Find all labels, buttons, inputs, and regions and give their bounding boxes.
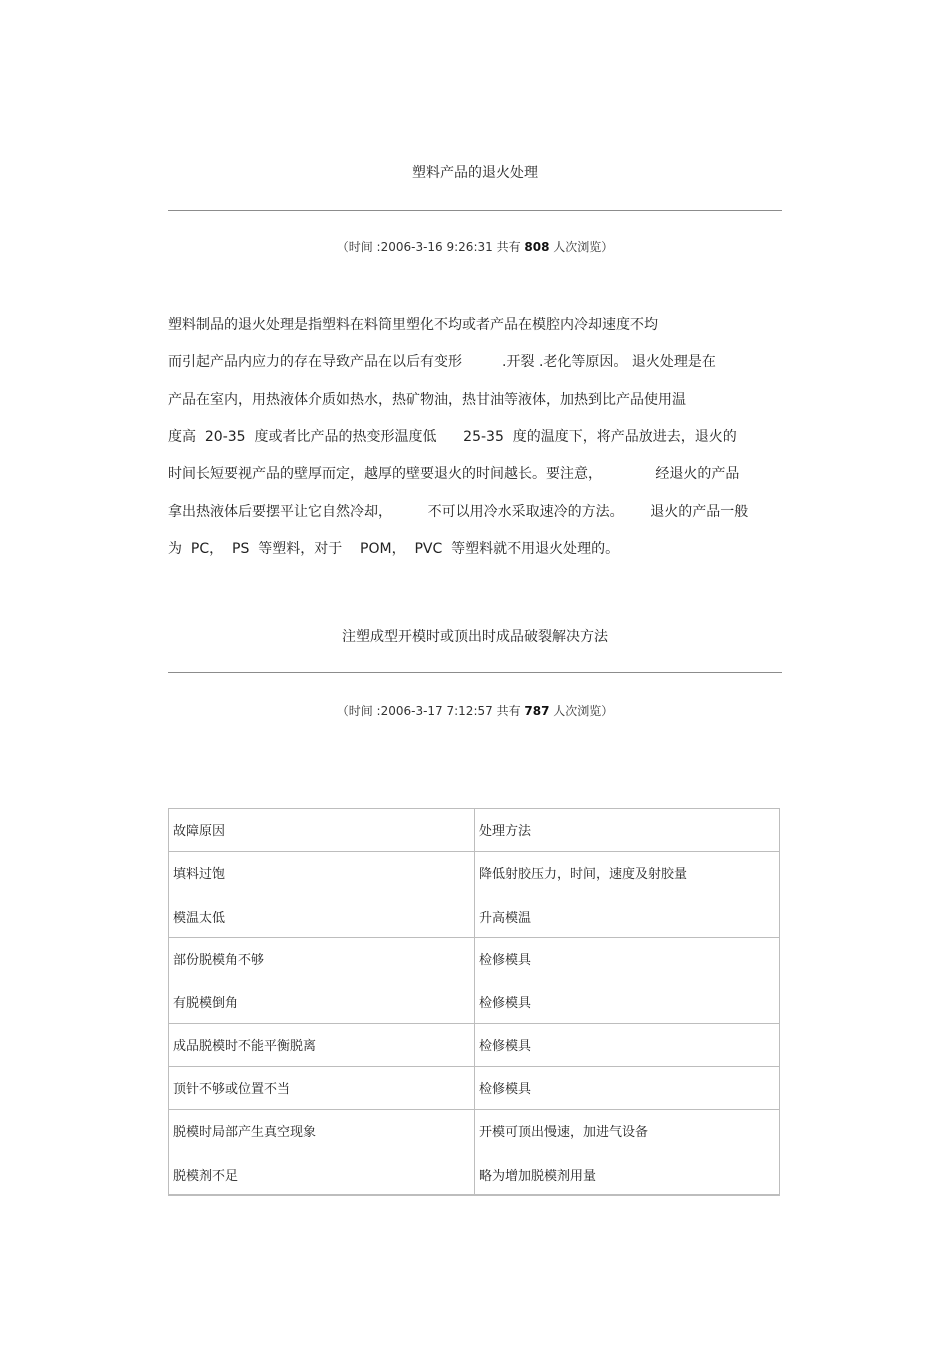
body-line: 而引起产品内应力的存在导致产品在以后有变形 .开裂 .老化等原因。 退火处理是在 — [168, 354, 716, 370]
article-title: 注塑成型开模时或顶出时成品破裂解决方法 — [342, 629, 608, 645]
table-header-fix: 处理方法 — [479, 824, 532, 839]
body-line: 度高 20-35 度或者比产品的热变形温度低 25-35 度的温度下，将产品放进去，退火的 — [168, 429, 737, 445]
table-header-cause: 故障原因 — [173, 824, 226, 839]
meta-time: （时间 :2006-3-17 7:12:57 共有 — [336, 704, 525, 718]
title-divider — [168, 672, 782, 673]
table-cell-cause: 填料过饱 — [173, 867, 226, 882]
article-meta — [0, 238, 950, 255]
table-cell-fix: 检修模具 — [479, 953, 532, 968]
meta-suffix: 人次浏览） — [549, 240, 614, 254]
table-cell-fix: 降低射胶压力，时间，速度及射胶量 — [479, 867, 688, 882]
meta-time: （时间 :2006-3-16 9:26:31 共有 — [336, 240, 525, 254]
table-cell-fix: 升高模温 — [479, 911, 532, 926]
table-cell-cause: 部份脱模角不够 — [173, 953, 265, 968]
table-cell-cause: 脱模时局部产生真空现象 — [173, 1125, 317, 1140]
view-count: 787 — [524, 704, 550, 718]
table-cell-fix: 检修模具 — [479, 1039, 532, 1054]
body-line: 为 PC， PS 等塑料，对于 POM， PVC 等塑料就不用退火处理的。 — [168, 541, 620, 557]
table-cell-cause: 成品脱模时不能平衡脱离 — [173, 1039, 317, 1054]
body-line: 塑料制品的退火处理是指塑料在料筒里塑化不均或者产品在模腔内冷却速度不均 — [168, 317, 658, 333]
table-cell-fix: 略为增加脱模剂用量 — [479, 1169, 597, 1184]
table-cell-cause: 模温太低 — [173, 911, 226, 926]
body-line: 拿出热液体后要摆平让它自然冷却， 不可以用冷水采取速冷的方法。 退火的产品一般 — [168, 504, 749, 520]
title-divider — [168, 210, 782, 211]
table-cell-fix: 检修模具 — [479, 996, 532, 1011]
view-count: 808 — [524, 240, 550, 254]
table-cell-fix: 检修模具 — [479, 1082, 532, 1097]
column-divider — [474, 809, 475, 1195]
table-cell-cause: 脱模剂不足 — [173, 1169, 239, 1184]
article-meta — [0, 702, 950, 719]
table-cell-fix: 开模可顶出慢速，加进气设备 — [479, 1125, 649, 1140]
body-line: 时间长短要视产品的壁厚而定，越厚的壁要退火的时间越长。要注意， 经退火的产品 — [168, 466, 740, 482]
table-cell-cause: 有脱模倒角 — [173, 996, 239, 1011]
body-line: 产品在室内，用热液体介质如热水，热矿物油，热甘油等液体，加热到比产品使用温 — [168, 392, 686, 408]
meta-suffix: 人次浏览） — [549, 704, 614, 718]
table-cell-cause: 顶针不够或位置不当 — [173, 1082, 291, 1097]
article-title: 塑料产品的退火处理 — [412, 165, 538, 181]
fault-table — [168, 808, 780, 1196]
